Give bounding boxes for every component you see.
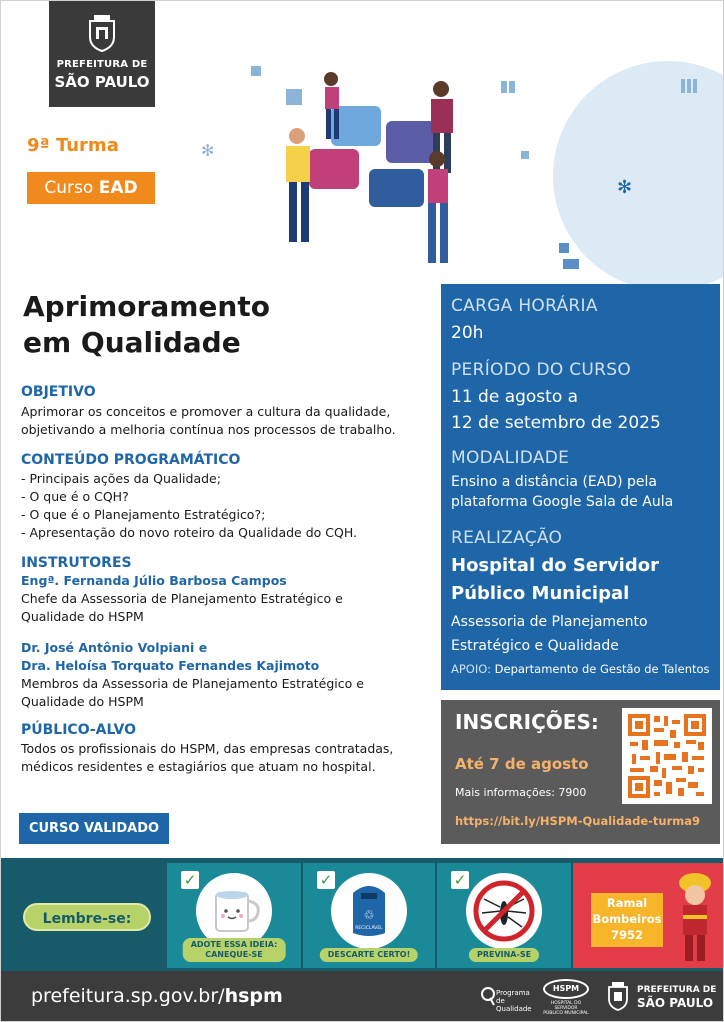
card-caneca <box>167 863 301 968</box>
pq-line1: Programa de <box>496 989 530 1005</box>
instrutores-heading: INSTRUTORES <box>21 555 132 571</box>
logo-line2: SÃO PAULO <box>54 73 150 91</box>
decorative-squares-icon <box>541 241 591 271</box>
realizacao-line3: Assessoria de Planejamento <box>451 614 648 630</box>
inscricao-link[interactable]: https://bit.ly/HSPM-Qualidade-turma9 <box>455 814 700 828</box>
conteudo-heading: CONTEÚDO PROGRAMÁTICO <box>21 452 241 468</box>
modalidade-line2: plataforma Google Sala de Aula <box>451 494 674 510</box>
publico-heading: PÚBLICO-ALVO <box>21 722 136 738</box>
sparkle-icon <box>613 171 643 201</box>
card-descarte <box>303 863 435 968</box>
lembre-se-pill: Lembre-se: <box>23 903 151 931</box>
hspm-logo <box>541 979 591 1015</box>
qr-code-icon <box>626 712 708 800</box>
card1-line2: CANEQUE-SE <box>205 950 263 959</box>
conteudo-item: - O que é o CQH? <box>21 489 129 504</box>
svg-text:✻: ✻ <box>617 177 633 198</box>
hspm-sub1: HOSPITAL DO SERVIDOR <box>550 1001 582 1011</box>
role1-line2: Qualidade do HSPM <box>21 609 144 624</box>
role2-line2: Qualidade do HSPM <box>21 694 144 709</box>
instrutor-name-1: Engª. Fernanda Júlio Barbosa Campos <box>21 573 287 588</box>
title-line1: Aprimoramento <box>23 290 270 323</box>
realizacao-line4: Estratégico e Qualidade <box>451 638 619 654</box>
qr-code[interactable] <box>622 708 712 804</box>
role2-line1: Membros da Assessoria de Planejamento Estratégico e <box>21 676 364 691</box>
instrutor-role-1 <box>21 590 343 626</box>
url-prefix: prefeitura.sp.gov.br/ <box>31 985 225 1007</box>
periodo-line1: 11 de agosto a <box>451 387 579 407</box>
conteudo-item: - O que é o Planejamento Estratégico?; <box>21 507 266 522</box>
card-descarte-label: DESCARTE CERTO! <box>320 948 418 962</box>
publico-text <box>21 740 393 776</box>
footer-crest-icon <box>607 981 629 1011</box>
course-title <box>23 289 270 361</box>
reciclavel-label: RECICLÁVEL <box>355 926 383 931</box>
quality-q-icon <box>481 985 495 1007</box>
publico-line2: médicos residentes e estagiários que atuam no hospital. <box>21 759 376 774</box>
objetivo-line2: objetivando a melhoria contínua nos processos de trabalho. <box>21 422 396 437</box>
firefighter-icon <box>673 869 717 965</box>
curso-validado-badge: CURSO VALIDADO <box>19 813 169 844</box>
ramal-box <box>591 893 663 947</box>
card1-line1: ADOTE ESSA IDEIA: <box>190 940 278 949</box>
realizacao-line1: Hospital do Servidor <box>451 555 659 576</box>
puzzle-team-illustration <box>191 61 531 281</box>
prefeitura-logo <box>49 1 155 107</box>
objetivo-heading: OBJETIVO <box>21 384 96 400</box>
city-crest-icon <box>87 13 117 53</box>
mais-informacoes: Mais informações: 7900 <box>455 786 587 799</box>
bin-circle <box>331 873 407 949</box>
footer-bar <box>1 971 724 1022</box>
logo-line1: PREFEITURA DE <box>56 59 148 70</box>
name2-line1: Dr. José Antônio Volpiani e <box>21 640 208 655</box>
decorative-bars-icon <box>661 77 701 97</box>
inscricoes-deadline: Até 7 de agosto <box>455 755 589 773</box>
carga-label: CARGA HORÁRIA <box>451 296 598 316</box>
role1-line1: Chefe da Assessoria de Planejamento Estratégico e <box>21 591 343 606</box>
realizacao-label: REALIZAÇÃO <box>451 528 563 548</box>
url-bold: hspm <box>224 985 283 1007</box>
publico-line1: Todos os profissionais do HSPM, das empresas contratadas, <box>21 741 394 756</box>
curso-ead-tag <box>27 172 155 204</box>
modalidade-label: MODALIDADE <box>451 448 570 468</box>
no-mosquito-icon <box>466 873 542 949</box>
instrutor-role-2 <box>21 675 364 711</box>
curso-bold: EAD <box>98 178 138 198</box>
periodo-line2: 12 de setembro de 2025 <box>451 413 661 433</box>
card-previna <box>437 863 571 968</box>
apoio-label: APOIO: <box>451 662 491 676</box>
curso-prefix: Curso <box>44 178 99 198</box>
modalidade-line1: Ensino a distância (EAD) pela <box>451 474 657 490</box>
conteudo-list <box>21 470 357 542</box>
objetivo-text <box>21 403 396 439</box>
apoio-text <box>451 662 710 676</box>
mosquito-circle <box>466 873 542 949</box>
pq-text <box>496 989 532 1013</box>
conteudo-item: - Principais ações da Qualidade; <box>21 471 221 486</box>
pq-line2: Qualidade <box>496 1005 532 1013</box>
recycling-bin-icon <box>331 873 407 949</box>
conteudo-item: - Apresentação do novo roteiro da Qualidade do CQH. <box>21 525 357 540</box>
card-previna-label: PREVINA-SE <box>469 948 539 962</box>
svg-text:✻: ✻ <box>201 141 215 160</box>
ramal-bombeiros-card <box>573 863 723 968</box>
realizacao-line2: Público Municipal <box>451 583 630 604</box>
periodo-label: PERÍODO DO CURSO <box>451 360 632 380</box>
title-line2: em Qualidade <box>23 326 241 359</box>
hspm-subtitle <box>541 1001 591 1016</box>
apoio-value: Departamento de Gestão de Talentos <box>494 662 710 676</box>
svg-text:♲: ♲ <box>363 908 375 922</box>
objetivo-line1: Aprimorar os conceitos e promover a cultura da qualidade, <box>21 404 391 419</box>
turma-label: 9ª Turma <box>27 135 119 156</box>
ramal-line2: Bombeiros <box>592 912 662 926</box>
footer-pref-line2: SÃO PAULO <box>637 996 714 1010</box>
hspm-mark: HSPM <box>543 979 589 999</box>
carga-value: 20h <box>451 323 484 343</box>
programa-qualidade-logo <box>481 981 532 1015</box>
ramal-number: 7952 <box>610 928 643 942</box>
check-icon: ✓ <box>317 871 335 889</box>
check-icon: ✓ <box>451 871 469 889</box>
hspm-sub2: PÚBLICO MUNICIPAL <box>543 1011 589 1016</box>
course-info-panel <box>441 284 720 690</box>
check-icon: ✓ <box>181 871 199 889</box>
inscricoes-panel <box>441 700 720 844</box>
footer-pref-line1: PREFEITURA DE <box>637 985 717 995</box>
footer-url[interactable] <box>31 985 283 1007</box>
ramal-line1: Ramal <box>606 896 648 910</box>
card-caneca-label <box>183 938 286 962</box>
name2-line2: Dra. Heloísa Torquato Fernandes Kajimoto <box>21 658 320 673</box>
instrutor-name-2 <box>21 639 319 675</box>
inscricoes-heading: INSCRIÇÕES: <box>455 710 599 734</box>
